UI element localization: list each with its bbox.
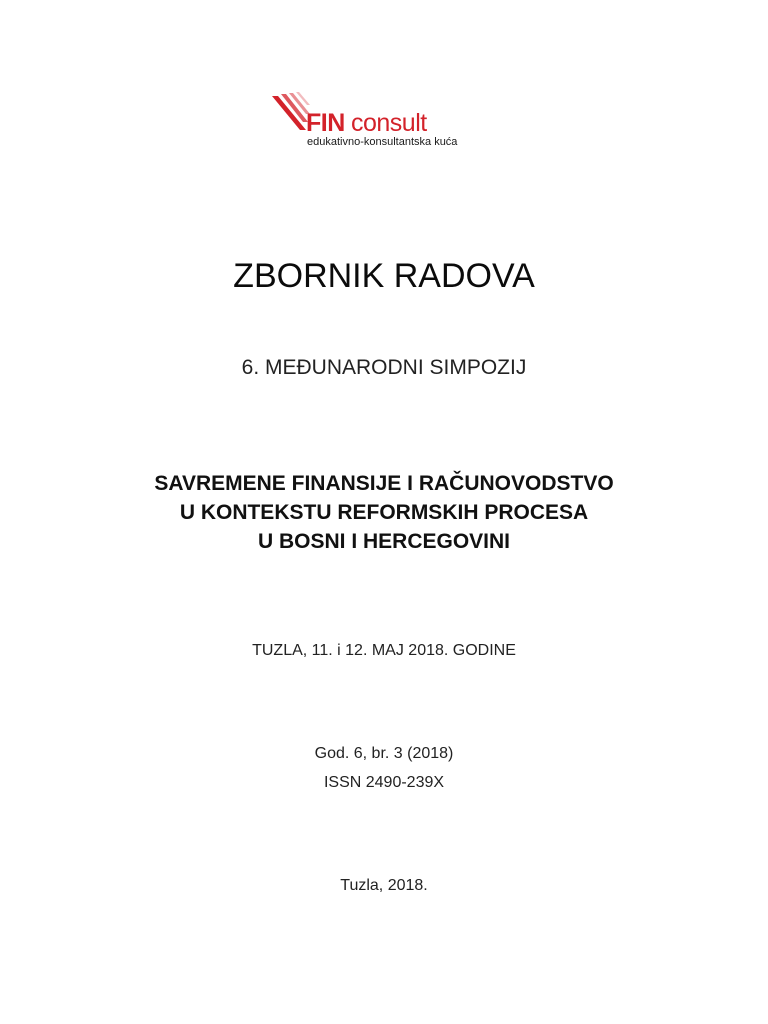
place-date: TUZLA, 11. i 12. MAJ 2018. GODINE [252,642,516,659]
issn: ISSN 2490-239X [323,774,445,791]
logo-brand-consult: consult [351,109,427,137]
publication-place-year: Tuzla, 2018. [340,877,428,894]
logo-tagline: edukativno-konsultantska kuća [307,136,458,148]
heading-line: U BOSNI I HERCEGOVINI [257,530,511,553]
document-title: ZBORNIK RADOVA [233,257,535,295]
finconsult-logo [270,92,485,156]
symposium-subtitle: 6. MEĐUNARODNI SIMPOZIJ [241,356,527,379]
logo-brand-fin: FIN [306,109,345,137]
logo-stripes-icon [270,92,310,156]
issue-info: God. 6, br. 3 (2018) [314,745,454,762]
heading-line: SAVREMENE FINANSIJE I RAČUNOVODSTVO [154,472,614,495]
heading-line: U KONTEKSTU REFORMSKIH PROCESA [179,501,589,524]
